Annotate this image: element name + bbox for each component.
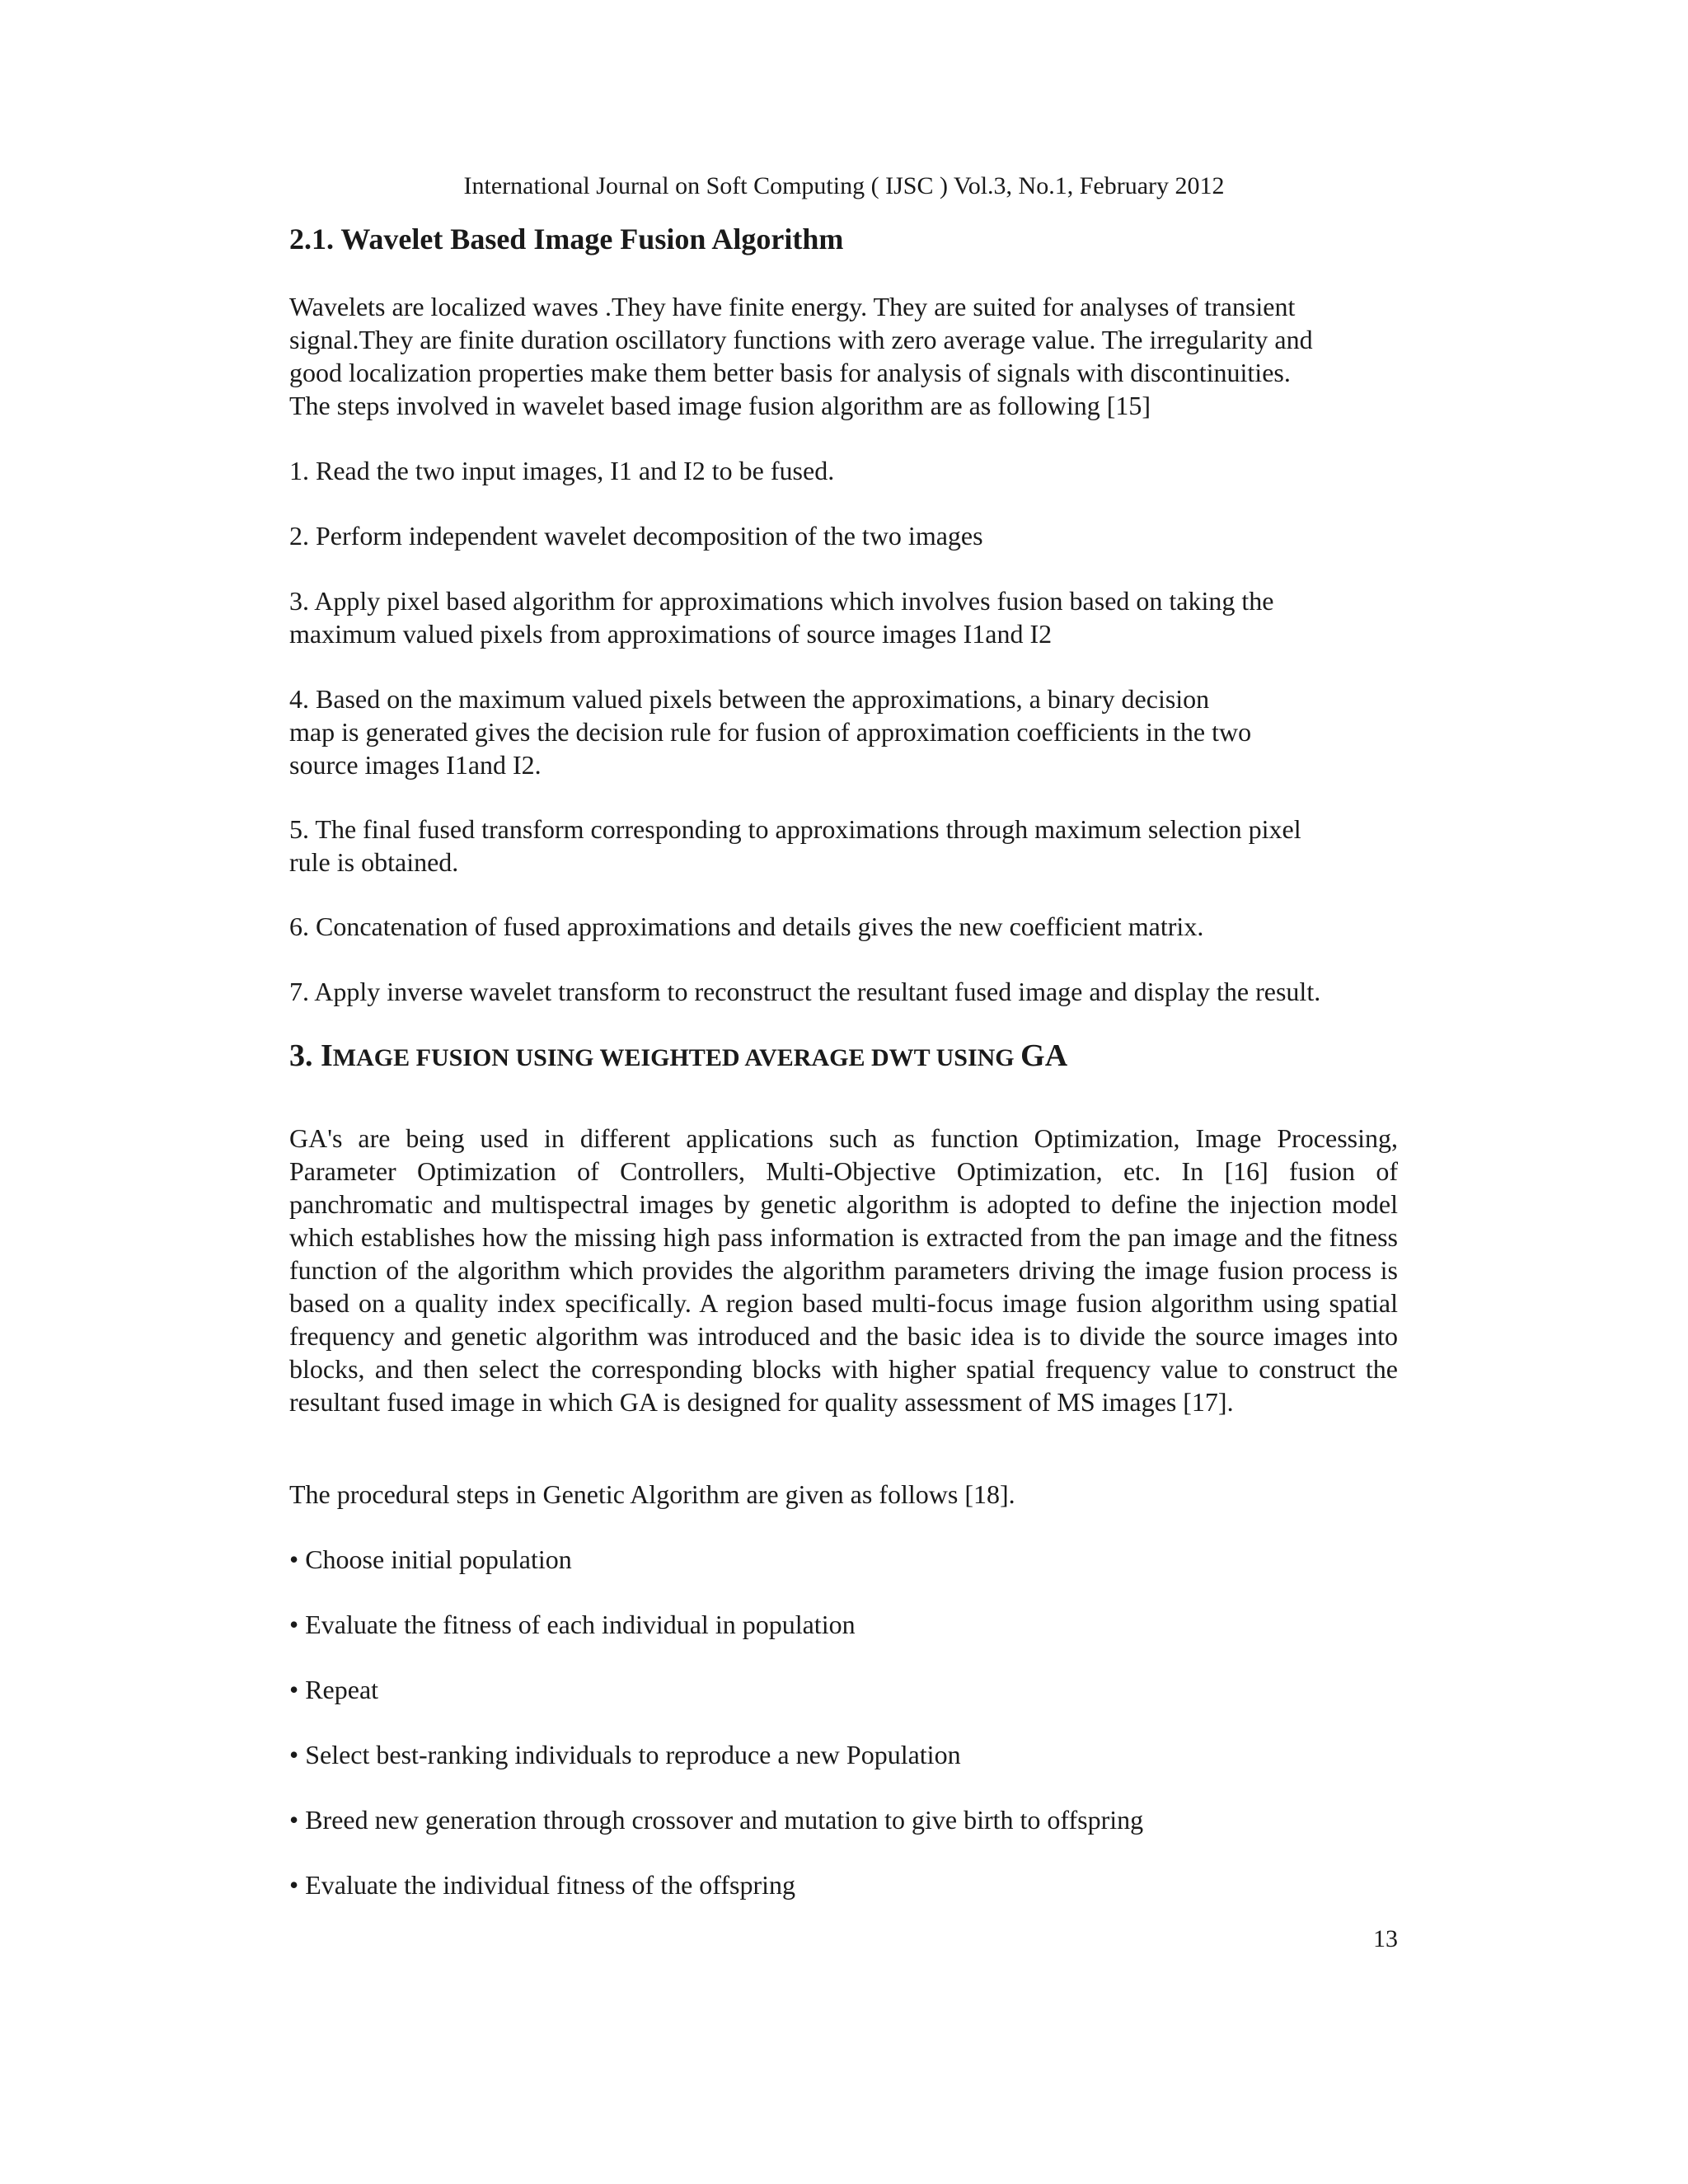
intro-line-2: signal.They are finite duration oscillatory functions with zero average value. The irregularity and — [289, 325, 1313, 354]
step-7 — [289, 975, 1398, 1008]
step-5-line-2: rule is obtained. — [289, 847, 459, 877]
bullet-item: • Evaluate the fitness of each individual in population — [289, 1610, 856, 1639]
section-2-1-heading-wrap — [289, 221, 1398, 257]
heading-middle: MAGE FUSION USING WEIGHTED AVERAGE DWT USING — [332, 1044, 1021, 1071]
bullet-item: • Evaluate the individual fitness of the offspring — [289, 1870, 796, 1900]
bullet-item: • Select best-ranking individuals to reproduce a new Population — [289, 1740, 961, 1769]
section-heading-2-1: 2.1. Wavelet Based Image Fusion Algorithm — [289, 223, 844, 255]
step-4-line-2: map is generated gives the decision rule for fusion of approximation coefficients in the two — [289, 717, 1252, 747]
section-3-paragraph — [289, 1122, 1398, 1418]
section-3-heading-wrap — [289, 1035, 1398, 1079]
section-heading-3 — [289, 1035, 1398, 1079]
intro-paragraph — [289, 290, 1398, 422]
page-number: 13 — [1373, 1925, 1398, 1952]
bullet-6 — [289, 1868, 1398, 1901]
bullet-4 — [289, 1738, 1398, 1771]
step-7-line-1: 7. Apply inverse wavelet transform to reconstruct the resultant fused image and display the result. — [289, 977, 1321, 1006]
step-6-line-1: 6. Concatenation of fused approximations and details gives the new coefficient matrix. — [289, 912, 1204, 941]
intro-line-3: good localization properties make them better basis for analysis of signals with discontinuities. — [289, 358, 1291, 387]
bullet-item: • Repeat — [289, 1675, 379, 1704]
heading-suffix: GA — [1020, 1038, 1068, 1073]
step-5 — [289, 813, 1398, 879]
bullet-item: • Breed new generation through crossover and mutation to give birth to offspring — [289, 1805, 1144, 1835]
procedure-intro — [289, 1478, 1398, 1511]
section-2-1-intro — [289, 290, 1398, 422]
step-4-line-1: 4. Based on the maximum valued pixels between the approximations, a binary decision — [289, 684, 1210, 714]
step-5-line-1: 5. The final fused transform corresponding to approximations through maximum selection pixel — [289, 814, 1301, 844]
step-2 — [289, 519, 1398, 552]
step-1 — [289, 454, 1398, 487]
bullet-5 — [289, 1803, 1398, 1836]
step-3-line-2: maximum valued pixels from approximations of source images I1and I2 — [289, 619, 1053, 649]
intro-line-1: Wavelets are localized waves .They have finite energy. They are suited for analyses of transient — [289, 292, 1296, 321]
step-3-line-1: 3. Apply pixel based algorithm for approximations which involves fusion based on taking the — [289, 586, 1274, 616]
ga-paragraph: GA's are being used in different applications such as function Optimization, Image Processing, Parameter Optimization of Controllers, Multi-Objective Optimization, etc. In [16] fusion of panchromatic and multispectral images by genetic algorithm is adopted to define the injection model which establishes how the missing high pass information is extracted from the pan image and the fitness function of the algorithm which provides the algorithm parameters driving the image fusion process is based on a quality index specifically. A region based multi-focus image fusion algorithm using spatial frequency and genetic algorithm was introduced and the basic idea is to divide the source images into blocks, and then select the corresponding blocks with higher spatial frequency value to construct the resultant fused image in which GA is designed for quality assessment of MS images [17]. — [289, 1123, 1398, 1417]
procedure-intro-text: The procedural steps in Genetic Algorithm are given as follows [18]. — [289, 1479, 1015, 1509]
step-4 — [289, 682, 1398, 781]
step-4-line-3: source images I1and I2. — [289, 750, 542, 780]
bullet-item: • Choose initial population — [289, 1544, 572, 1574]
step-6 — [289, 910, 1398, 943]
intro-line-4: The steps involved in wavelet based image fusion algorithm are as following [15] — [289, 391, 1151, 420]
step-2-line-1: 2. Perform independent wavelet decomposition of the two images — [289, 521, 983, 551]
step-3 — [289, 584, 1398, 650]
bullet-1 — [289, 1543, 1398, 1576]
running-header: International Journal on Soft Computing ( IJSC ) Vol.3, No.1, February 2012 — [463, 172, 1225, 199]
step-1-line-1: 1. Read the two input images, I1 and I2 to be fused. — [289, 456, 835, 485]
bullet-2 — [289, 1608, 1398, 1641]
bullet-3 — [289, 1673, 1398, 1706]
heading-prefix: 3. I — [289, 1038, 333, 1073]
